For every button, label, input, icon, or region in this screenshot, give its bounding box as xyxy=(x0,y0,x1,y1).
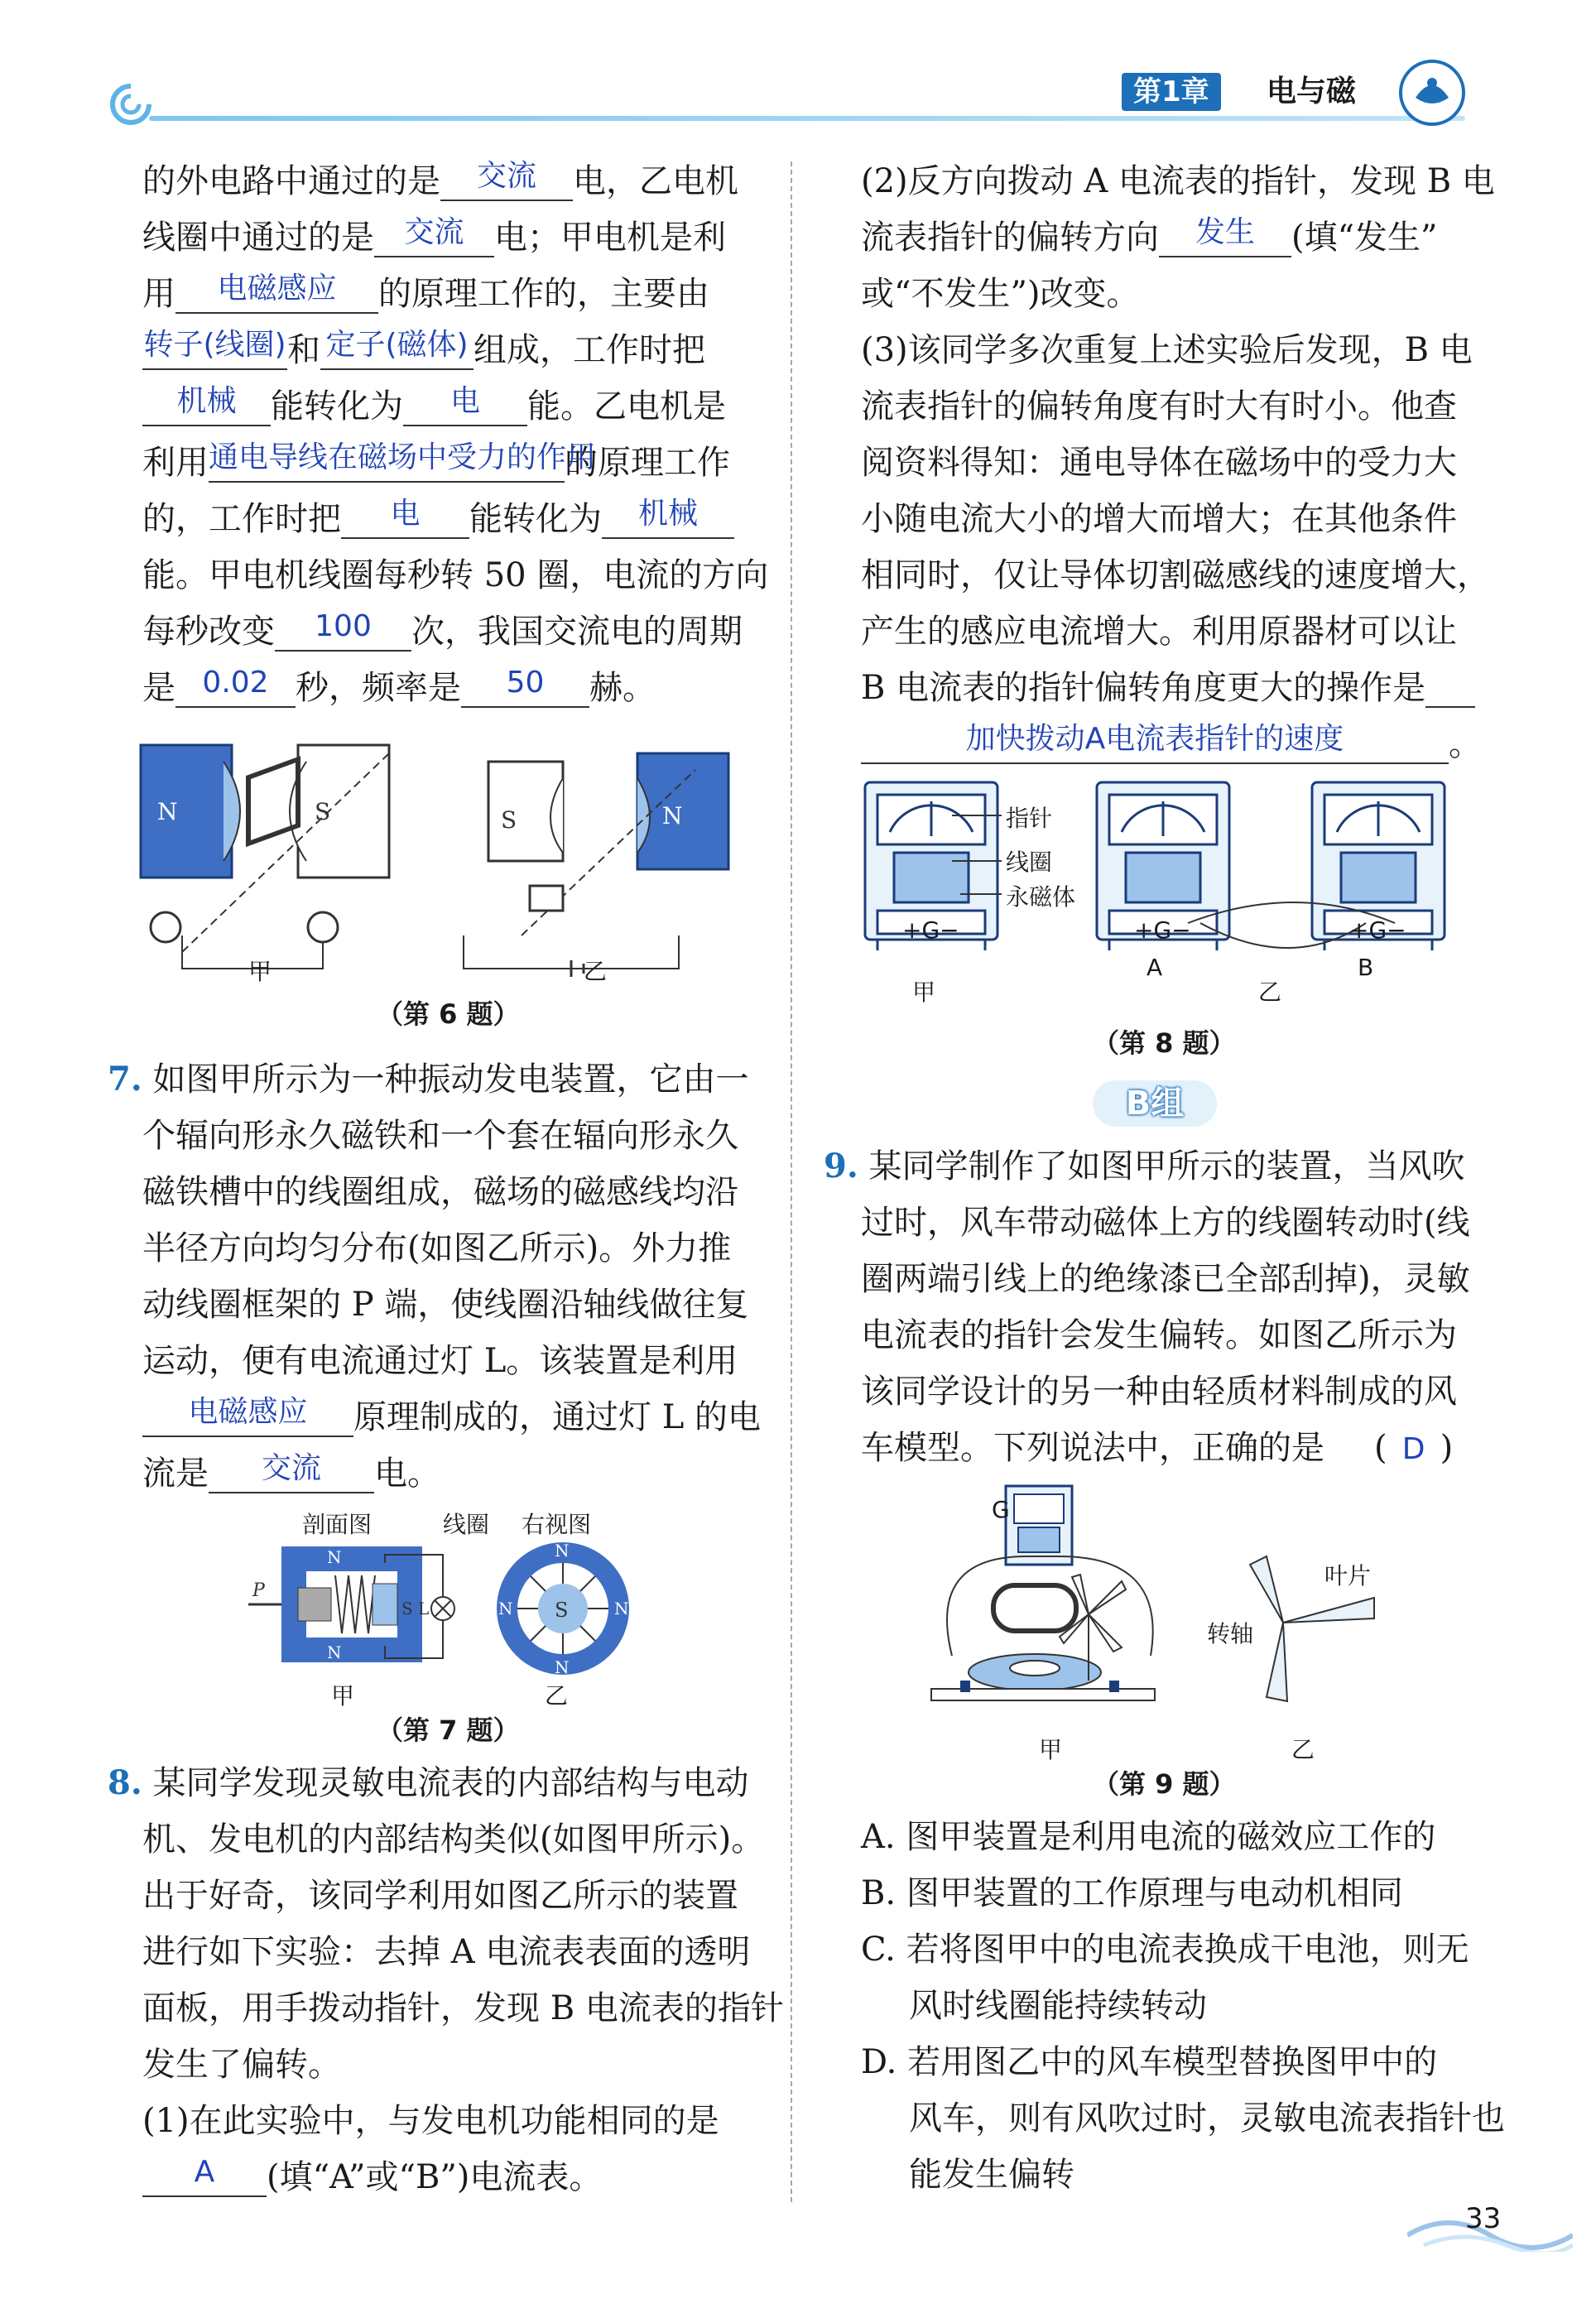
answer-blank: 电磁感应 xyxy=(175,276,378,314)
svg-text:P: P xyxy=(252,1580,265,1601)
answer-blank: 发生 xyxy=(1159,219,1291,257)
q9-choice-c-cont: 风时线圈能持续转动 xyxy=(909,1987,1207,2025)
svg-text:S: S xyxy=(501,806,517,834)
q7-line-7: 电磁感应 原理制成的，通过灯 L 的电 xyxy=(142,1397,761,1437)
q9-choice-b: B. 图甲装置的工作原理与电动机相同 xyxy=(861,1874,1403,1912)
svg-text:N: N xyxy=(555,1657,570,1677)
q7-line-2: 个辐向形永久磁铁和一个套在辐向形永久 xyxy=(142,1117,738,1155)
q7-caption: （第 7 题） xyxy=(377,1714,520,1746)
q8-label-coil: 线圈 xyxy=(1006,849,1053,876)
svg-text:N: N xyxy=(498,1599,513,1618)
q9-choice-d: D. 若用图乙中的风车模型替换图甲中的 xyxy=(861,2043,1438,2081)
answer-blank: 50 xyxy=(461,670,589,708)
answer-blank: 0.02 xyxy=(175,670,296,708)
q8-line-3: 出于好奇，该同学利用如图乙所示的装置 xyxy=(142,1877,738,1915)
q7-line-6: 运动，便有电流通过灯 L。该装置是利用 xyxy=(142,1342,738,1380)
q7-fig-label-yi: 乙 xyxy=(545,1682,569,1710)
q6-figure xyxy=(132,729,745,980)
swirl-logo-icon xyxy=(106,79,156,132)
q9-line-2: 过时，风车带动磁体上方的线圈转动时(线 xyxy=(861,1204,1470,1242)
q8-line-7: (1)在此实验中，与发电机功能相同的是 xyxy=(142,2102,719,2140)
q8-right-line-10: B 电流表的指针偏转角度更大的操作是 xyxy=(861,668,1475,708)
q9-fig-label-yi: 乙 xyxy=(1291,1736,1315,1763)
answer-blank xyxy=(1425,670,1475,708)
q8-line-2: 机、发电机的内部结构类似(如图甲所示)。 xyxy=(142,1820,765,1859)
q7-label-right: 右视图 xyxy=(522,1511,592,1538)
q9-line-3: 圈两端引线上的绝缘漆已全部刮掉)，灵敏 xyxy=(861,1260,1470,1298)
q8-line-5: 面板，用手拨动指针，发现 B 电流表的指针 xyxy=(142,1989,784,2027)
q8-label-meter-a: +G− xyxy=(1134,916,1191,944)
brand-logo-icon xyxy=(1397,58,1467,131)
answer-blank: 通电导线在磁场中受力的作用 xyxy=(209,445,565,483)
q8-line-6: 发生了偏转。 xyxy=(142,2046,341,2084)
answer-blank: 转子(线圈) xyxy=(142,332,287,370)
svg-text:N: N xyxy=(614,1599,629,1618)
q7-line-3: 磁铁槽中的线圈组成，磁场的磁感线均沿 xyxy=(142,1173,738,1211)
svg-text:L: L xyxy=(418,1599,430,1618)
column-divider xyxy=(791,161,792,2202)
q9-line-6: 车模型。下列说法中，正确的是 ( D ) xyxy=(861,1428,1453,1469)
q7-line-8: 流是 交流 电。 xyxy=(142,1451,440,1493)
answer-blank: 电 xyxy=(403,388,527,426)
svg-text:N: N xyxy=(157,798,178,825)
chapter-title: 电与磁 xyxy=(1267,75,1357,108)
q9-answer: D xyxy=(1401,1432,1425,1466)
q8-right-line-5: 流表指针的偏转角度有时大有时小。他查 xyxy=(861,387,1457,426)
page-number: 33 xyxy=(1465,2202,1502,2235)
svg-text:S: S xyxy=(555,1599,569,1622)
q9-fig-label-jia: 甲 xyxy=(1039,1736,1063,1763)
q9-choice-d-cont-2: 能发生偏转 xyxy=(909,2156,1074,2194)
q7-label-section: 剖面图 xyxy=(302,1511,373,1538)
q8-fig-label-b: B xyxy=(1358,954,1374,981)
q6-line-10: 是 0.02 秒，频率是 50 赫。 xyxy=(142,666,656,707)
q8-line-4: 进行如下实验：去掉 A 电流表表面的透明 xyxy=(142,1933,751,1971)
q7-line-1: 7. 如图甲所示为一种振动发电装置，它由一 xyxy=(108,1060,749,1099)
q6-caption: （第 6 题） xyxy=(377,998,520,1030)
q8-line-8: A (填“A”或“B”)电流表。 xyxy=(142,2157,602,2197)
q7-line-4: 半径方向均匀分布(如图乙所示)。外力推 xyxy=(142,1229,732,1267)
q6-line-5: 机械 能转化为 电 能。乙电机是 xyxy=(142,387,726,426)
answer-blank: 定子(磁体) xyxy=(320,332,474,370)
chapter-badge: 第1章 xyxy=(1122,73,1221,111)
q8-label-needle: 指针 xyxy=(1006,805,1053,832)
q9-label-axis: 转轴 xyxy=(1207,1620,1254,1647)
q8-label-magnet: 永磁体 xyxy=(1006,883,1076,911)
q9-choice-d-cont-1: 风车，则有风吹过时，灵敏电流表指针也 xyxy=(909,2099,1505,2138)
answer-blank: 机械 xyxy=(142,388,271,426)
q8-fig-label-yi: 乙 xyxy=(1258,979,1282,1006)
answer-blank: 交流 xyxy=(374,219,494,257)
q8-right-line-6: 阅资料得知：通电导体在磁场中的受力大 xyxy=(861,444,1457,482)
svg-text:N: N xyxy=(555,1541,570,1561)
section-b-badge: B组 xyxy=(1093,1080,1217,1127)
header-rule xyxy=(149,116,1465,121)
svg-text:N: N xyxy=(327,1547,342,1567)
q8-label-meter-jia: +G− xyxy=(902,916,959,944)
q8-right-line-3: 或“不发生”)改变。 xyxy=(861,275,1140,313)
q8-right-line-7: 小随电流大小的增大而增大；在其他条件 xyxy=(861,500,1457,538)
q8-label-meter-b: +G− xyxy=(1349,916,1406,944)
q8-right-line-11: 加快拨动A电流表指针的速度 。 xyxy=(861,724,1482,764)
q9-label-blade: 叶片 xyxy=(1324,1562,1372,1589)
answer-blank: 交流 xyxy=(440,163,573,201)
q9-line-1: 9. 某同学制作了如图甲所示的装置，当风吹 xyxy=(824,1147,1465,1185)
q7-figure xyxy=(240,1538,629,1682)
q7-line-5: 动线圈框架的 P 端，使线圈沿轴线做往复 xyxy=(142,1286,749,1324)
q8-line-1: 8. 某同学发现灵敏电流表的内部结构与电动 xyxy=(108,1763,749,1802)
answer-blank: A xyxy=(142,2159,267,2197)
q6-fig-label-jia: 甲 xyxy=(248,958,272,985)
q8-caption: （第 8 题） xyxy=(1093,1027,1236,1059)
q7-label-coil: 线圈 xyxy=(443,1511,490,1538)
q6-line-8: 能。甲电机线圈每秒转 50 圈，电流的方向 xyxy=(142,556,769,594)
q9-line-5: 该同学设计的另一种由轻质材料制成的风 xyxy=(861,1373,1457,1411)
svg-text:N: N xyxy=(327,1642,342,1662)
q6-line-3: 用 电磁感应 的原理工作的，主要由 xyxy=(142,272,709,313)
q9-caption: （第 9 题） xyxy=(1093,1768,1236,1800)
q6-fig-label-yi: 乙 xyxy=(584,958,608,985)
q6-line-4: 转子(线圈) 和 定子(磁体) 组成，工作时把 xyxy=(143,328,705,369)
answer-blank: 交流 xyxy=(209,1455,374,1493)
q9-choice-c: C. 若将图甲中的电流表换成干电池，则无 xyxy=(861,1931,1469,1969)
q6-line-9: 每秒改变 100 次，我国交流电的周期 xyxy=(142,609,743,651)
q9-line-4: 电流表的指针会发生偏转。如图乙所示为 xyxy=(861,1316,1457,1354)
q8-right-line-1: (2)反方向拨动 A 电流表的指针，发现 B 电 xyxy=(861,162,1495,200)
answer-blank: 机械 xyxy=(602,501,734,539)
q8-right-line-4: (3)该同学多次重复上述实验后发现，B 电 xyxy=(861,331,1473,369)
q8-right-line-8: 相同时，仅让导体切割磁感线的速度增大， xyxy=(861,556,1490,594)
q8-fig-label-a: A xyxy=(1147,954,1163,981)
svg-text:N: N xyxy=(662,802,683,830)
q6-line-1: 的外电路中通过的是 交流 电，乙电机 xyxy=(142,159,738,200)
q9-choice-a: A. 图甲装置是利用电流的磁效应工作的 xyxy=(861,1818,1436,1856)
q6-line-6: 利用 通电导线在磁场中受力的作用 的原理工作 xyxy=(142,440,730,482)
answer-blank: 电 xyxy=(341,501,469,539)
answer-blank: 100 xyxy=(275,613,411,652)
q8-fig-label-jia: 甲 xyxy=(912,979,936,1006)
q6-line-7: 的，工作时把 电 能转化为 机械 xyxy=(142,499,734,539)
q7-fig-label-jia: 甲 xyxy=(331,1682,355,1710)
svg-text:S: S xyxy=(315,798,331,825)
q6-line-2: 线圈中通过的是 交流 电；甲电机是利 xyxy=(142,215,726,257)
svg-text:S: S xyxy=(401,1599,413,1618)
answer-blank: 加快拨动A电流表指针的速度 xyxy=(861,726,1449,764)
q8-right-line-2: 流表指针的偏转方向 发生 (填“发生” xyxy=(861,215,1438,257)
q9-label-g: G xyxy=(992,1496,1010,1523)
q8-right-line-9: 产生的感应电流增大。利用原器材可以让 xyxy=(861,613,1457,651)
answer-blank: 电磁感应 xyxy=(142,1399,353,1437)
